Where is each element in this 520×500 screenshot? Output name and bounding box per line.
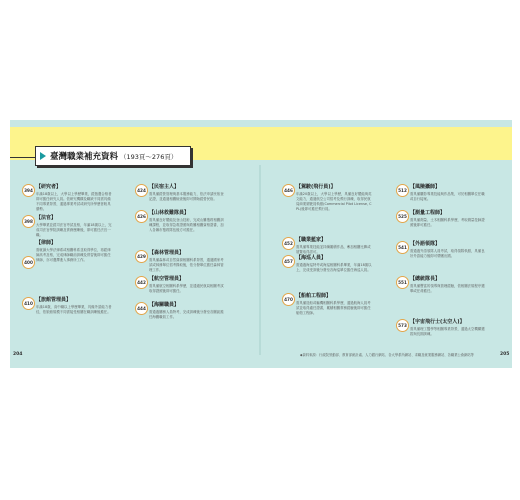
entry-name: 【船舶工程師】 [296, 293, 332, 299]
entry-item [137, 184, 225, 202]
entry-name: 【職業藍家】 [296, 237, 327, 243]
entry-item [137, 302, 225, 320]
page-badge: 541 [396, 241, 409, 254]
entry-desc: 年滿18歲以上，大學以上學歷畢業，經甄選合格者即可擔任研究人員。依研究機構及職缺不同需具備不同專業背景，通過專業考試或研究所學歷者較具優勢。 [36, 192, 112, 211]
entry-desc: 需具備理工醫學等相關專業背景，通過太空機構選拔與長期訓練。 [410, 327, 485, 336]
page-badge: 551 [396, 276, 409, 289]
page-badge: 442 [135, 276, 148, 289]
page-number-left: 204 [13, 352, 23, 357]
entry-desc: 需具備攝影專業技能與作品集，可於相關單位任職或自行接案。 [410, 192, 485, 201]
entry-desc: 大學畢業並經司法官考試及格，年滿18歲以上，完成司法官學院訓練及實務歷練後，即可擔任法官一職。 [36, 223, 112, 237]
entry-name: 【律師】 [36, 240, 57, 246]
page-badge: 398 [22, 215, 35, 228]
entry-item [398, 319, 486, 337]
page-badge: 429 [135, 250, 148, 263]
entry-item [24, 297, 112, 315]
section-range: （193頁～276頁） [120, 152, 178, 161]
entry-item [284, 184, 372, 212]
entry-name: 【山林救難隊員】 [149, 210, 190, 216]
entry-item [398, 276, 486, 294]
entry-name: 【外語領隊】 [410, 241, 441, 247]
entry-name: 【測量工程師】 [410, 210, 446, 216]
entry-item [284, 255, 372, 273]
entry-item [137, 210, 225, 233]
page-badge: 394 [22, 184, 35, 197]
entry-desc: 需通過關務人員特考，完成訓練後分發至各關區擔任海關職員工作。 [149, 310, 224, 319]
entry-desc: 需具備造船或輪機相關科系學歷，通過航海人員考試並取得適任證書，累積相關實務經驗後即可擔任船舶工程師。 [296, 301, 371, 315]
entry-name: 【總統隊長】 [410, 276, 441, 282]
entry-item [24, 240, 112, 265]
entry-desc: 需具備專業技能並持續累積作品，參加相關比賽或展覽取得認可。 [296, 245, 371, 254]
entry-name: 【航空管理員】 [149, 276, 185, 282]
page-badge: 426 [135, 210, 148, 223]
entry-name: 【旅館管理員】 [36, 297, 72, 303]
entry-item [24, 184, 112, 212]
entry-name: 【森林管理員】 [149, 250, 185, 256]
entry-item [137, 250, 225, 273]
entry-item [284, 237, 372, 255]
page-badge: 410 [22, 297, 35, 310]
page-badge: 525 [396, 210, 409, 223]
entry-desc: 需具備良好體能及登山技術，完成山難搜救相關訓練課程，並取得急救證照與救難相關資格證書，加入各縣市搜救隊伍後方可擔任。 [149, 218, 224, 232]
page-badge: 512 [396, 184, 409, 197]
entry-name: 【海關職員】 [149, 302, 180, 308]
entry-desc: 需具備測量、土木相關科系學歷，考取測量技師證照後即可擔任。 [410, 218, 485, 227]
section-title: 臺灣職業補充資料 [50, 152, 119, 162]
entry-desc: 年滿18歲，高中職以上學歷畢業，具備外語能力者佳，依旅館規模不同需接受相關在職訓練後擔任。 [36, 305, 112, 314]
page-badge: 452 [282, 237, 295, 250]
entry-name: 【宇宙飛行士(太空人)】 [410, 319, 465, 325]
page-gutter [259, 165, 261, 355]
entry-name: 【法官】 [36, 215, 57, 221]
entry-item [284, 293, 372, 316]
entry-item [398, 210, 486, 228]
section-title-box [35, 146, 191, 166]
entry-desc: 需具備航空相關科系學歷，並通過民航局相關考試取得證照後即可擔任。 [149, 284, 224, 293]
entry-name: 【民宿主人】 [149, 184, 180, 190]
entry-desc: 需具備經營管理與基本服務能力，依法申請民宿登記證，並通過相關檢查後即可開始經營民宿。 [149, 192, 224, 201]
entry-name: 【研究者】 [36, 184, 62, 190]
entry-name: 【海巡人員】 [296, 255, 327, 261]
entry-desc: 需通過外語領隊人員考試，取得領隊執照，具備良好外語能力後即可帶團出國。 [410, 249, 485, 258]
page-badge: 400 [22, 256, 35, 269]
entry-desc: 需就讀大學法律系或相關科系並取得學位，再經律師高考及格，完成律師職前訓練及實習後即可擔任律師，亦可選擇進入事務所工作。 [36, 248, 111, 262]
entry-desc: 需具備豐富的領導與管理經驗，依相關法規程序選舉或任命擔任。 [410, 284, 485, 293]
entry-name: 【駕駛(飛行員)】 [296, 184, 336, 190]
entry-item [24, 215, 112, 238]
entry-item [398, 184, 486, 202]
entry-desc: 需具備森林或自然資源相關科系背景，通過國家考試或林務單位招考錄取後，依分發單位擔任森林管理工作。 [149, 258, 224, 272]
source-footnote: ◆資料來源：行政院勞動部、教育部統計處、人力銀行網站、各大學系所網站、求職及就業服務網站、各職業公會網站等 [300, 353, 474, 357]
page-badge: 424 [135, 184, 148, 197]
entry-item [137, 276, 225, 294]
title-rule [10, 157, 36, 158]
page-badge: 446 [282, 184, 295, 197]
page-number-right: 205 [500, 352, 510, 357]
entry-desc: 需通過海巡特考或海巡相關科系畢業，年滿18歲以上，完成受訓後分發至各海巡單位擔任海巡人員。 [296, 263, 372, 272]
entry-item [398, 241, 486, 259]
page-badge: 573 [396, 319, 409, 332]
page-badge: 457 [282, 255, 295, 268]
page-badge: 470 [282, 293, 295, 306]
arrow-icon [40, 152, 46, 160]
entry-desc: 年滿20歲以上，大學以上學歷，具備良好體能與英文能力，通過航空公司招考及飛行訓練，取得民航局商業駕駛員執照(Commercial Pilot License, CPL)後即可擔任飛行員。 [296, 192, 372, 211]
page-badge: 444 [135, 302, 148, 315]
entry-name: 【風險攝師】 [410, 184, 441, 190]
